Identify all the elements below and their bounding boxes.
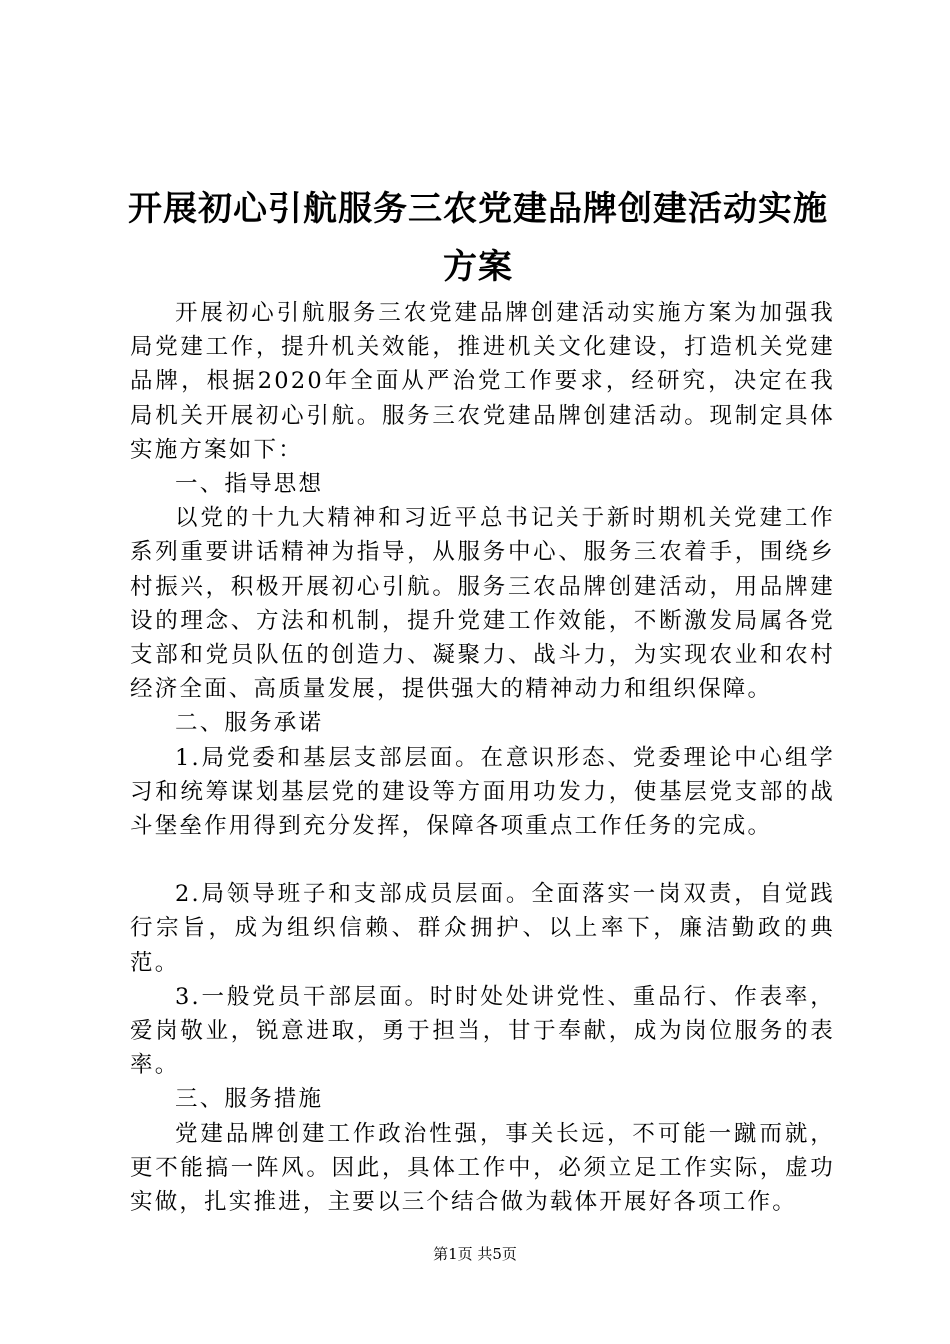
commitment-item-2: 2.局领导班子和支部成员层面。全面落实一岗双责，自觉践行宗旨，成为组织信赖、群众拥护、以上率下，廉洁勤政的典范。 xyxy=(130,881,835,976)
commitment-item-3: 3.一般党员干部层面。时时处处讲党性、重品行、作表率，爱岗敬业，锐意进取，勇于担当，甘于奉献，成为岗位服务的表率。 xyxy=(130,983,835,1079)
service-measures-paragraph: 党建品牌创建工作政治性强，事关长远，不可能一蹴而就，更不能搞一阵风。因此，具体工作中，必须立足工作实际，虚功实做，扎实推进，主要以三个结合做为载体开展好各项工作。 xyxy=(130,1120,835,1216)
section-heading-guiding-ideology: 一、指导思想 xyxy=(175,471,324,498)
page-number-footer: 第1页 共5页 xyxy=(433,1245,517,1263)
section-heading-service-commitment: 二、服务承诺 xyxy=(175,710,324,737)
intro-paragraph: 开展初心引航服务三农党建品牌创建活动实施方案为加强我局党建工作，提升机关效能，推进机关文化建设，打造机关党建品牌，根据2020年全面从严治党工作要求，经研究，决定在我局机关开展初心引航。服务三农党建品牌创建活动。现制定具体实施方案如下： xyxy=(130,300,835,463)
section-heading-service-measures: 三、服务措施 xyxy=(175,1086,324,1113)
commitment-item-1: 1.局党委和基层支部层面。在意识形态、党委理论中心组学习和统筹谋划基层党的建设等方面用功发力，使基层党支部的战斗堡垒作用得到充分发挥，保障各项重点工作任务的完成。 xyxy=(130,744,835,840)
document-body xyxy=(130,296,835,1219)
guiding-ideology-paragraph: 以党的十九大精神和习近平总书记关于新时期机关党建工作系列重要讲话精神为指导，从服务中心、服务三农着手，围绕乡村振兴，积极开展初心引航。服务三农品牌创建活动，用品牌建设的理念、方法和机制，提升党建工作效能，不断激发局属各党支部和党员队伍的创造力、凝聚力、战斗力，为实现农业和农村经济全面、高质量发展，提供强大的精神动力和组织保障。 xyxy=(130,505,835,703)
document-title: 开展初心引航服务三农党建品牌创建活动实施方案 xyxy=(128,189,828,287)
